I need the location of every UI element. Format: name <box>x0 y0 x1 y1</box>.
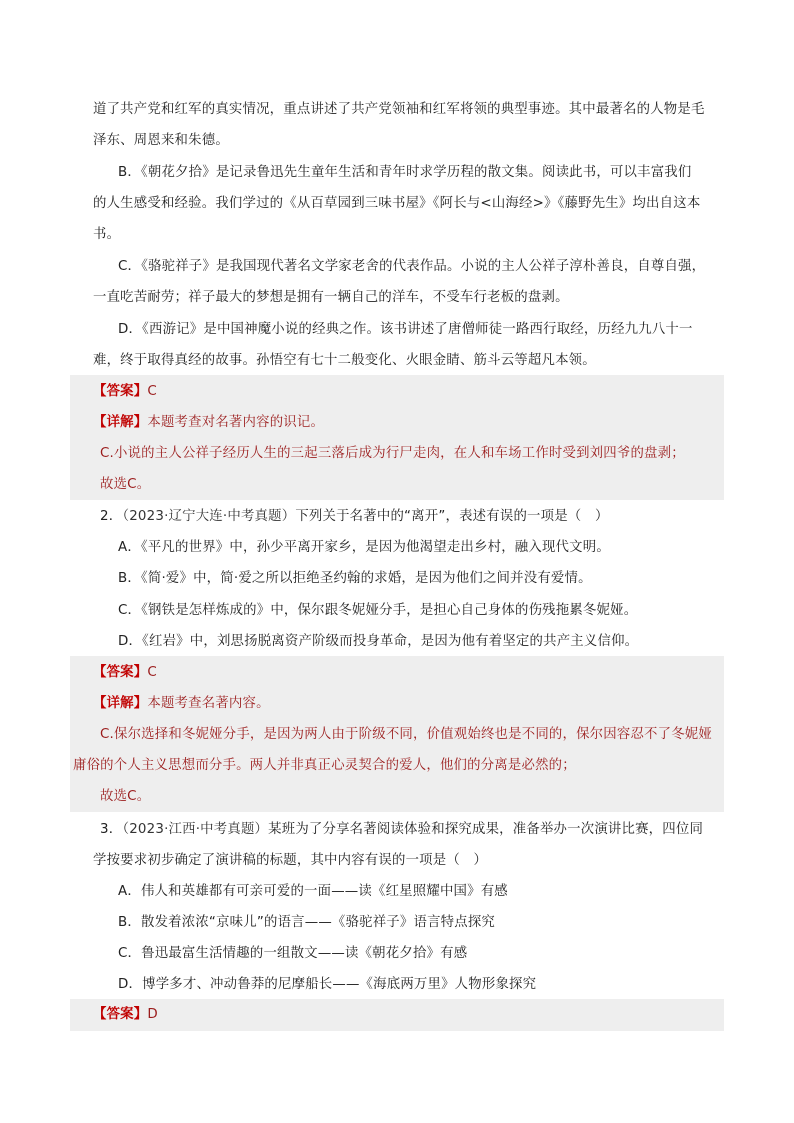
q1-option-d-line-1: D．《西游记》是中国神魔小说的经典之作。该书讲述了唐僧师徒一路西行取经，历经九九八十一 <box>118 322 693 337</box>
q2-number: 2． <box>100 509 123 524</box>
detail-tag: 【详解】 <box>93 415 148 430</box>
q3-source: （2023·江西·中考真题） <box>122 822 269 837</box>
q2-conclusion: 故选C。 <box>100 789 151 804</box>
intro-line-2: 泽东、周恩来和朱德。 <box>93 133 229 148</box>
answer-value: C <box>147 384 157 399</box>
q2-explanation-line-2: 庸俗的个人主义思想而分手。两人并非真正心灵契合的爱人，他们的分离是必然的； <box>73 758 576 773</box>
q2-option-a: A．《平凡的世界》中，孙少平离开家乡，是因为他渴望走出乡村，融入现代文明。 <box>118 540 610 555</box>
q1-option-b-line-2: 的人生感受和经验。我们学过的《从百草园到三味书屋》《阿长与<山海经>》《藤野先生》均出自这本 <box>93 196 701 211</box>
q1-explanation: C.小说的主人公祥子经历人生的三起三落后成为行尸走肉，在人和车场工作时受到刘四爷的盘剥； <box>100 446 685 461</box>
answer-value: C <box>147 665 157 680</box>
q2-stem <box>100 507 609 527</box>
q3-option-d: D．博学多才、冲动鲁莽的尼摩船长——《海底两万里》人物形象探究 <box>118 977 537 992</box>
q1-option-b-line-3: 书。 <box>93 227 121 242</box>
q2-option-c: C．《钢铁是怎样炼成的》中，保尔跟冬妮娅分手，是担心自己身体的伤残拖累冬妮娅。 <box>118 603 638 618</box>
q2-answer-row <box>93 663 157 683</box>
q2-explanation-line-1: C.保尔选择和冬妮娅分手，是因为两人由于阶级不同，价值观始终也是不同的，保尔因容忍不了冬妮娅 <box>100 727 712 742</box>
q3-option-c: C．鲁迅最富生活情趣的一组散文——读《朝花夕拾》有感 <box>118 946 468 961</box>
q3-answer-panel <box>70 999 724 1031</box>
answer-value: D <box>147 1007 158 1022</box>
q1-answer-panel <box>70 375 724 500</box>
detail-text: 本题考查名著内容。 <box>147 696 270 711</box>
answer-tag: 【答案】 <box>93 1007 148 1022</box>
q3-answer-row <box>93 1005 158 1025</box>
q1-detail-row <box>93 413 324 433</box>
answer-tag: 【答案】 <box>93 665 148 680</box>
q1-conclusion: 故选C。 <box>100 477 151 492</box>
q3-option-a: A．伟人和英雄都有可亲可爱的一面——读《红星照耀中国》有感 <box>118 884 508 899</box>
q2-detail-row <box>93 694 270 714</box>
q1-option-c-line-1: C．《骆驼祥子》是我国现代著名文学家老舍的代表作品。小说的主人公祥子淳朴善良，自尊自强， <box>118 259 706 274</box>
intro-line-1: 道了共产党和红军的真实情况，重点讲述了共产党领袖和红军将领的典型事迹。其中最著名的人物是毛 <box>93 102 705 117</box>
q3-option-b: B．散发着浓浓“京味儿”的语言——《骆驼祥子》语言特点探究 <box>118 915 496 930</box>
q1-answer-row <box>93 382 157 402</box>
detail-text: 本题考查对名著内容的识记。 <box>147 415 325 430</box>
q3-stem-text: 某班为了分享名著阅读体验和探究成果，准备举办一次演讲比赛，四位同 <box>268 822 704 837</box>
q1-option-c-line-2: 一直吃苦耐劳；祥子最大的梦想是拥有一辆自己的洋车，不受车行老板的盘剥。 <box>93 290 569 305</box>
q1-option-d-line-2: 难，终于取得真经的故事。孙悟空有七十二般变化、火眼金睛、筋斗云等超凡本领。 <box>93 353 596 368</box>
q2-stem-text: 下列关于名著中的“离开”，表述有误的一项是（ ） <box>295 509 609 524</box>
q1-option-b-line-1: B．《朝花夕拾》是记录鲁迅先生童年生活和青年时求学历程的散文集。阅读此书，可以丰富我们 <box>118 165 692 180</box>
q3-number: 3． <box>100 822 123 837</box>
answer-tag: 【答案】 <box>93 384 148 399</box>
q2-source: （2023·辽宁大连·中考真题） <box>122 509 296 524</box>
detail-tag: 【详解】 <box>93 696 148 711</box>
q3-stem-line-2: 学按要求初步确定了演讲稿的标题，其中内容有误的一项是（ ） <box>93 853 488 868</box>
q2-option-d: D．《红岩》中，刘思扬脱离资产阶级而投身革命，是因为他有着坚定的共产主义信仰。 <box>118 634 639 649</box>
q2-option-b: B．《简·爱》中，简·爱之所以拒绝圣约翰的求婚，是因为他们之间并没有爱情。 <box>118 571 592 586</box>
q3-stem-line-1 <box>100 820 703 840</box>
